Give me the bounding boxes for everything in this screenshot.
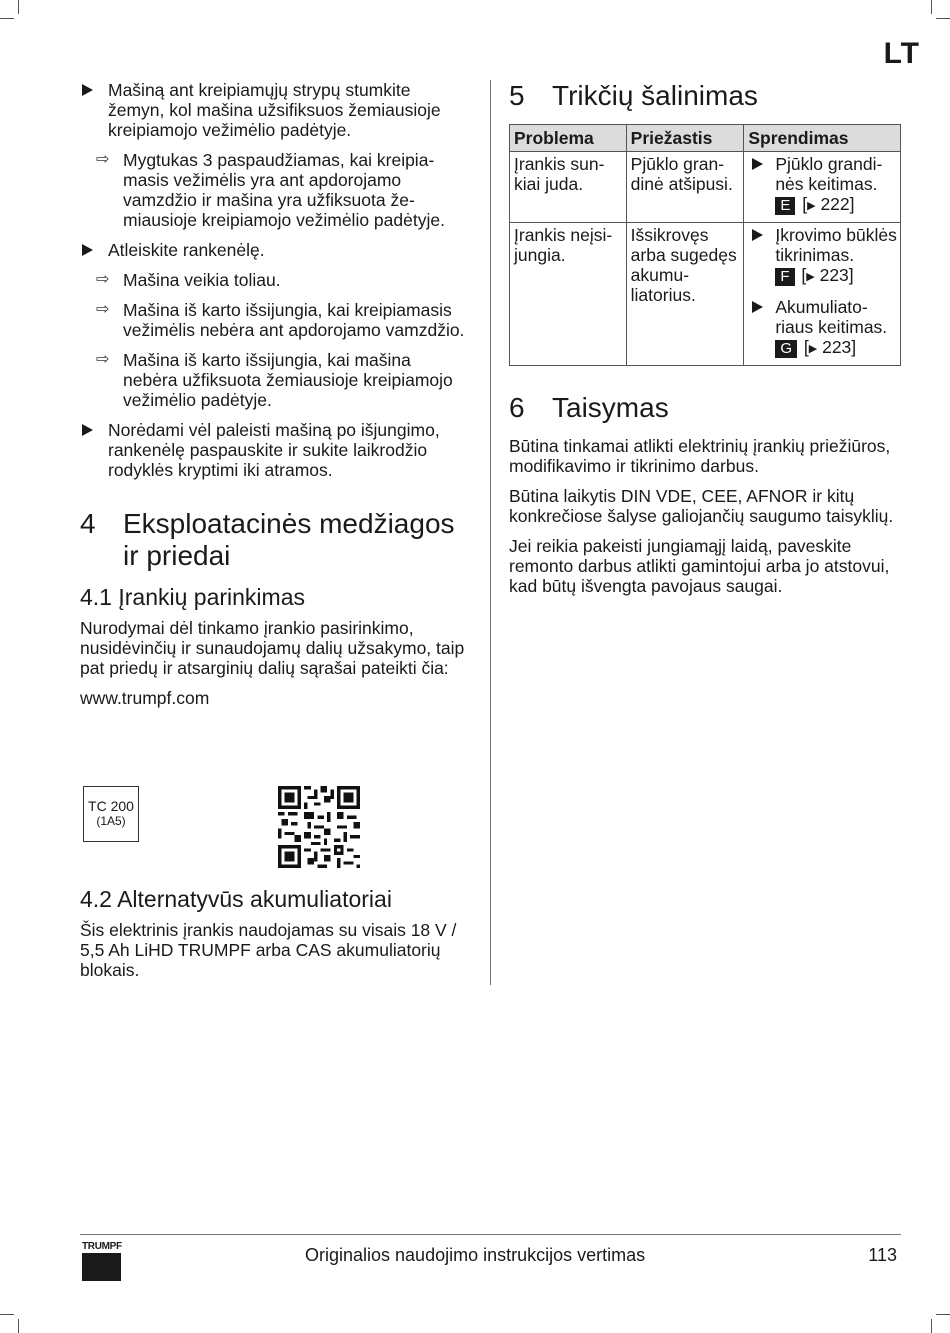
crop-mark (931, 1319, 932, 1333)
page-reference[interactable]: [▶ 222] (802, 194, 855, 214)
triangle-bullet-icon (82, 244, 93, 256)
triangle-bullet-icon (752, 229, 763, 241)
column-divider (490, 80, 491, 985)
triangle-bullet-icon (752, 301, 763, 313)
problem-cell: Įrankis neįsijungia. (510, 223, 627, 366)
qr-code-icon (278, 786, 360, 868)
solution-cell (744, 223, 901, 366)
cause-cell: Išsikrovęs arba sugedęs akumuliatorius. (626, 223, 744, 366)
footer-title: Originalios naudojimo instrukcijos vertimas (305, 1245, 646, 1265)
solution-step: Akumuliatoriaus keitimas. G [▶ 223] (748, 297, 897, 359)
crop-mark (18, 1319, 19, 1333)
crop-mark (936, 18, 950, 19)
instruction-step: Mašiną ant kreipiamųjų strypų stumkite žemyn, kol mašina užsifiksuos žemiausioje kreipiamojo vežimėlio padėtyje. (80, 80, 470, 140)
page-ref-arrow-icon: ▶ (808, 343, 818, 355)
section-4-2 (80, 886, 470, 990)
paragraph: Būtina tinkamai atlikti elektrinių įrankių priežiūros, modifikavimo ir tikrinimo darbus. (509, 436, 891, 476)
figure-ref-badge: G (775, 340, 797, 358)
subsection-heading: 4.1 Įrankių parinkimas (80, 584, 305, 610)
result-item: ⇨ Mašina iš karto išsijungia, kai mašina nebėra užfiksuota žemiausioje kreipiamojo vežimėlio padėtyje. (96, 350, 453, 410)
left-column (80, 80, 470, 718)
crop-mark (931, 0, 932, 14)
page-reference[interactable]: [▶ 223] (801, 265, 854, 285)
subsection-heading: 4.2 Alternatyvūs akumuliatoriai (80, 886, 392, 912)
paragraph: Nurodymai dėl tinkamo įrankio pasirinkimo, nusidėvinčių ir sunaudojamų dalių užsakymo, taip pat priedų ir atsarginių dalių sąrašai pateikti čia: (80, 618, 465, 678)
right-column (509, 80, 901, 606)
crop-mark (18, 0, 19, 14)
paragraph: Šis elektrinis įrankis naudojamas su visais 18 V / 5,5 Ah LiHD TRUMPF arba CAS akumuliatorių blokais. (80, 920, 457, 980)
footer-divider (80, 1234, 901, 1235)
section-heading: 4 Eksploatacinės medžiagos ir priedai (80, 508, 455, 571)
solution-step: Įkrovimo būklės tikrinimas. F [▶ 223] (748, 225, 897, 287)
page-number: 113 (868, 1245, 897, 1265)
figure-ref-badge: E (775, 197, 795, 215)
crop-mark (936, 1314, 950, 1315)
triangle-bullet-icon (82, 424, 93, 436)
result-arrow-icon: ⇨ (96, 351, 110, 368)
troubleshooting-table (509, 124, 901, 366)
result-item: ⇨ Mygtukas 3 paspaudžiamas, kai kreipiamasis vežimėlis yra ant apdorojamo vamzdžio ir mašina yra užfiksuota žemiausioje kreipiamojo vežimėlio padėtyje. (96, 150, 445, 230)
instruction-step: Norėdami vėl paleisti mašiną po išjungimo, rankenėlę paspauskite ir sukite laikrodžio rodyklės kryptimi iki atramos. (80, 420, 470, 480)
table-header-row (510, 125, 901, 152)
language-code: LT (883, 37, 920, 70)
paragraph: Jei reikia pakeisti jungiamąjį laidą, paveskite remonto darbus atlikti gamintojui arba jo atstovui, kad būtų išvengta pavojaus saugai. (509, 536, 890, 596)
triangle-bullet-icon (82, 84, 93, 96)
crop-mark (0, 18, 14, 19)
solution-step: Pjūklo grandinės keitimas. E [▶ 222] (748, 154, 897, 216)
section-heading: 6 Taisymas (509, 392, 669, 423)
instruction-step: Atleiskite rankenėlę. (80, 240, 470, 260)
brand-logo-block (82, 1253, 121, 1281)
result-arrow-icon: ⇨ (96, 301, 110, 318)
product-label: TC 200 (1A5) (83, 786, 139, 842)
result-arrow-icon: ⇨ (96, 271, 110, 288)
result-item: ⇨ Mašina veikia toliau. (96, 270, 281, 290)
page-ref-arrow-icon: ▶ (807, 200, 816, 212)
page-reference[interactable]: [▶ 223] (803, 337, 857, 357)
cause-cell: Pjūklo grandinė atšipusi. (626, 152, 744, 223)
section-heading: 5 Trikčių šalinimas (509, 80, 758, 111)
table-row (510, 152, 901, 223)
paragraph: Būtina laikytis DIN VDE, CEE, AFNOR ir kitų konkrečiose šalyse galiojančių saugumo taisyklių. (509, 486, 894, 526)
result-item: ⇨ Mašina iš karto išsijungia, kai kreipiamasis vežimėlis nebėra ant apdorojamo vamzdžio. (96, 300, 465, 340)
page-ref-arrow-icon: ▶ (806, 271, 815, 283)
column-header: Priežastis (626, 125, 744, 152)
column-header: Sprendimas (744, 125, 901, 152)
brand-logo-text: TRUMPF (82, 1241, 122, 1252)
result-arrow-icon: ⇨ (96, 151, 110, 168)
solution-cell (744, 152, 901, 223)
triangle-bullet-icon (752, 158, 763, 170)
figure-ref-badge: F (775, 268, 794, 286)
crop-mark (0, 1314, 14, 1315)
column-header: Problema (510, 125, 627, 152)
problem-cell: Įrankis sunkiai juda. (510, 152, 627, 223)
website-url: www.trumpf.com (80, 688, 210, 708)
table-row (510, 223, 901, 366)
